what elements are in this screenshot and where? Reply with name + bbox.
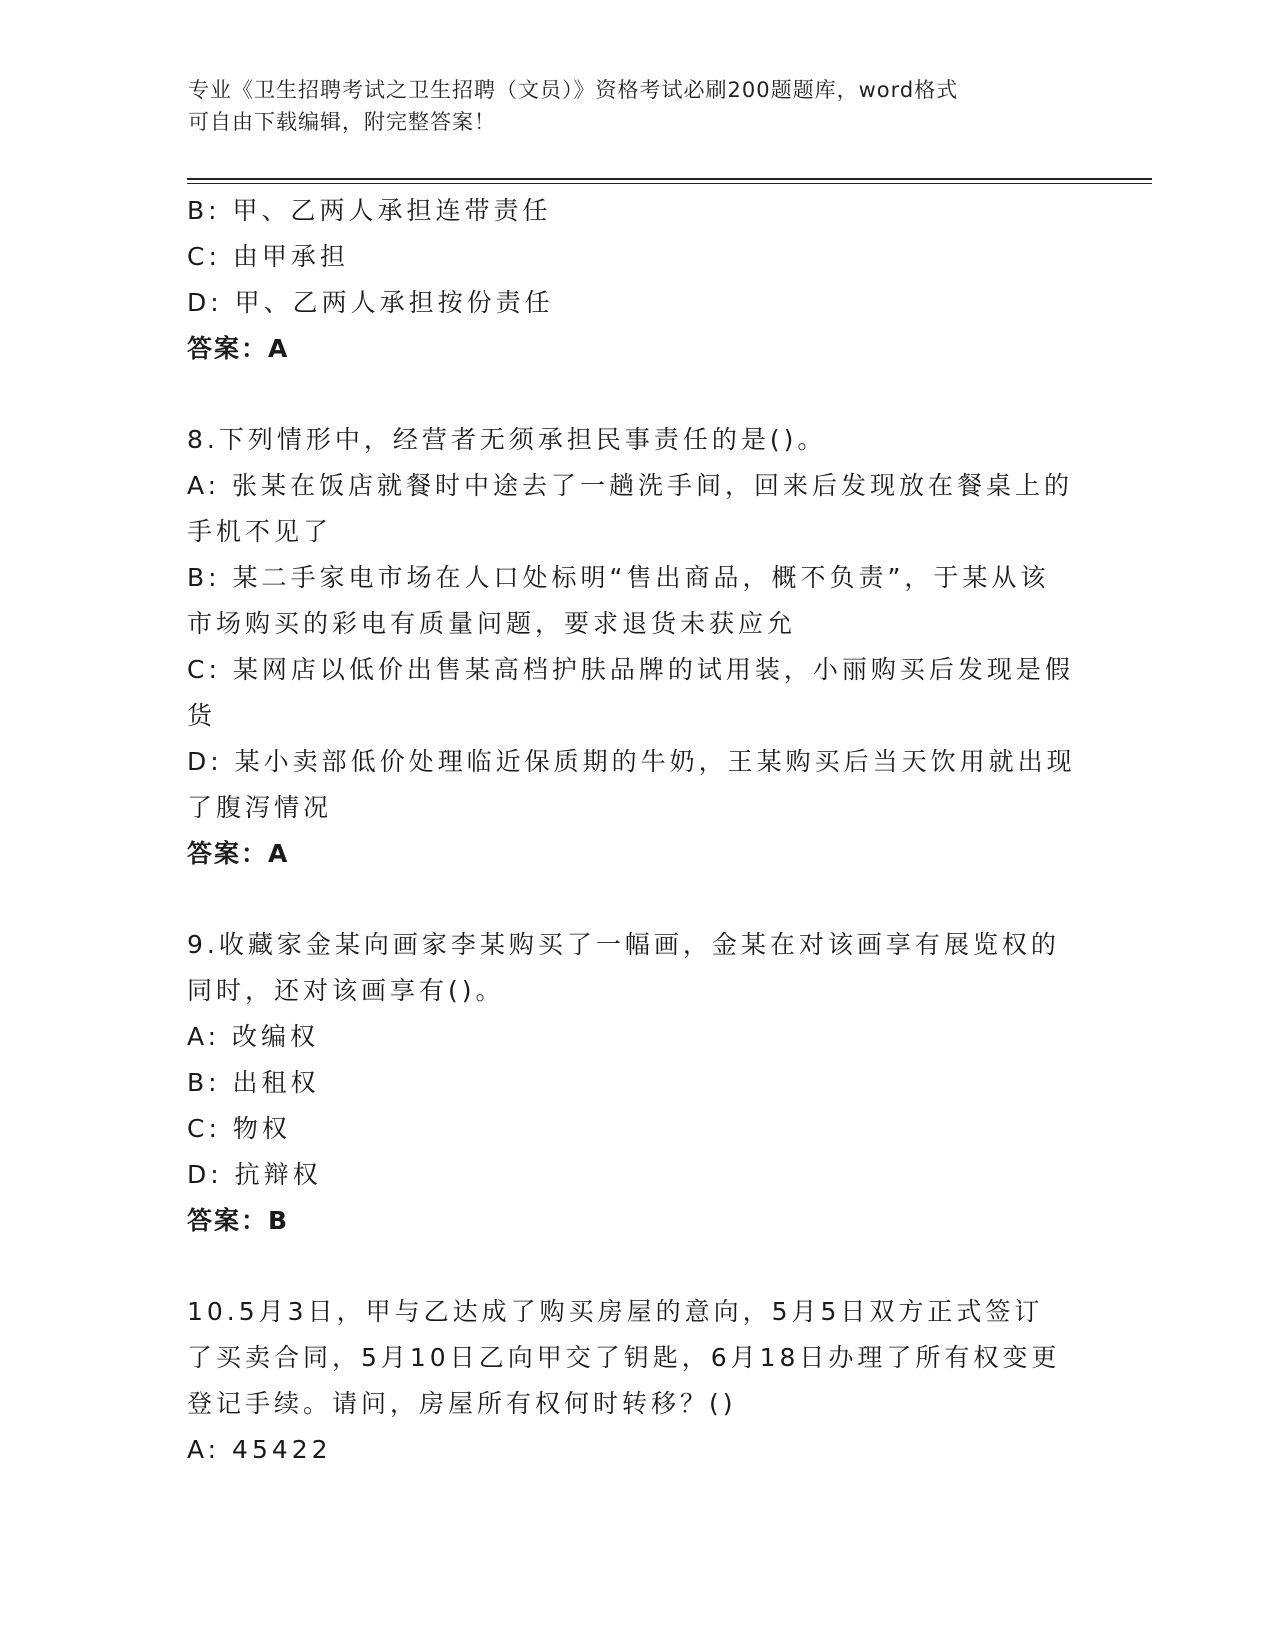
option-d: D: 甲、乙两人承担按份责任: [187, 288, 554, 317]
answer-line: 答案：A: [187, 839, 290, 868]
option-a: A: 改编权: [187, 1022, 320, 1051]
question-10: [187, 1289, 1087, 1473]
spacer: [187, 877, 1087, 922]
option-a-line-1: A: 张某在饭店就餐时中途去了一趟洗手间，回来后发现放在餐桌上的: [187, 471, 1074, 500]
header-title-line-2: 可自由下载编辑，附完整答案！: [188, 110, 496, 134]
answer-line: 答案：B: [187, 1206, 290, 1235]
question-stem-line-3: 登记手续。请问，房屋所有权何时转移？(): [187, 1389, 737, 1418]
spacer: [187, 372, 1087, 417]
header-divider-thin: [187, 183, 1152, 184]
header-divider-thick: [187, 178, 1152, 180]
option-d-line-2: 了腹泻情况: [187, 793, 333, 822]
option-c-line-2: 货: [187, 701, 217, 730]
option-b-line-2: 市场购买的彩电有质量问题，要求退货未获应允: [187, 609, 797, 638]
spacer: [187, 1244, 1087, 1289]
answer-line: 答案：A: [187, 334, 290, 363]
question-stem-line-2: 了买卖合同，5月10日乙向甲交了钥匙，6月18日办理了所有权变更: [187, 1343, 1061, 1372]
question-stem-line-2: 同时，还对该画享有()。: [187, 976, 505, 1005]
option-d-line-1: D: 某小卖部低价处理临近保质期的牛奶，王某购买后当天饮用就出现: [187, 747, 1076, 776]
option-a: A: 45422: [187, 1435, 332, 1464]
question-stem: 8.下列情形中，经营者无须承担民事责任的是()。: [187, 425, 827, 454]
question-7-continued: [187, 188, 1087, 372]
question-9: [187, 922, 1087, 1244]
option-b: B: 出租权: [187, 1068, 320, 1097]
option-c: C: 物权: [187, 1114, 291, 1143]
document-header: [188, 74, 1068, 138]
option-b: B: 甲、乙两人承担连带责任: [187, 196, 552, 225]
question-stem-line-1: 9.收藏家金某向画家李某购买了一幅画，金某在对该画享有展览权的: [187, 930, 1060, 959]
option-b-line-1: B: 某二手家电市场在人口处标明“售出商品，概不负责”，于某从该: [187, 563, 1050, 592]
option-d: D: 抗辩权: [187, 1160, 322, 1189]
question-8: [187, 417, 1087, 877]
document-body: [187, 188, 1087, 1473]
option-a-line-2: 手机不见了: [187, 517, 333, 546]
header-title-line-1: 专业《卫生招聘考试之卫生招聘（文员）》资格考试必刷200题题库，word格式: [188, 78, 959, 102]
option-c-line-1: C: 某网店以低价出售某高档护肤品牌的试用装，小丽购买后发现是假: [187, 655, 1074, 684]
option-c: C: 由甲承担: [187, 242, 349, 271]
question-stem-line-1: 10.5月3日，甲与乙达成了购买房屋的意向，5月5日双方正式签订: [187, 1297, 1044, 1326]
